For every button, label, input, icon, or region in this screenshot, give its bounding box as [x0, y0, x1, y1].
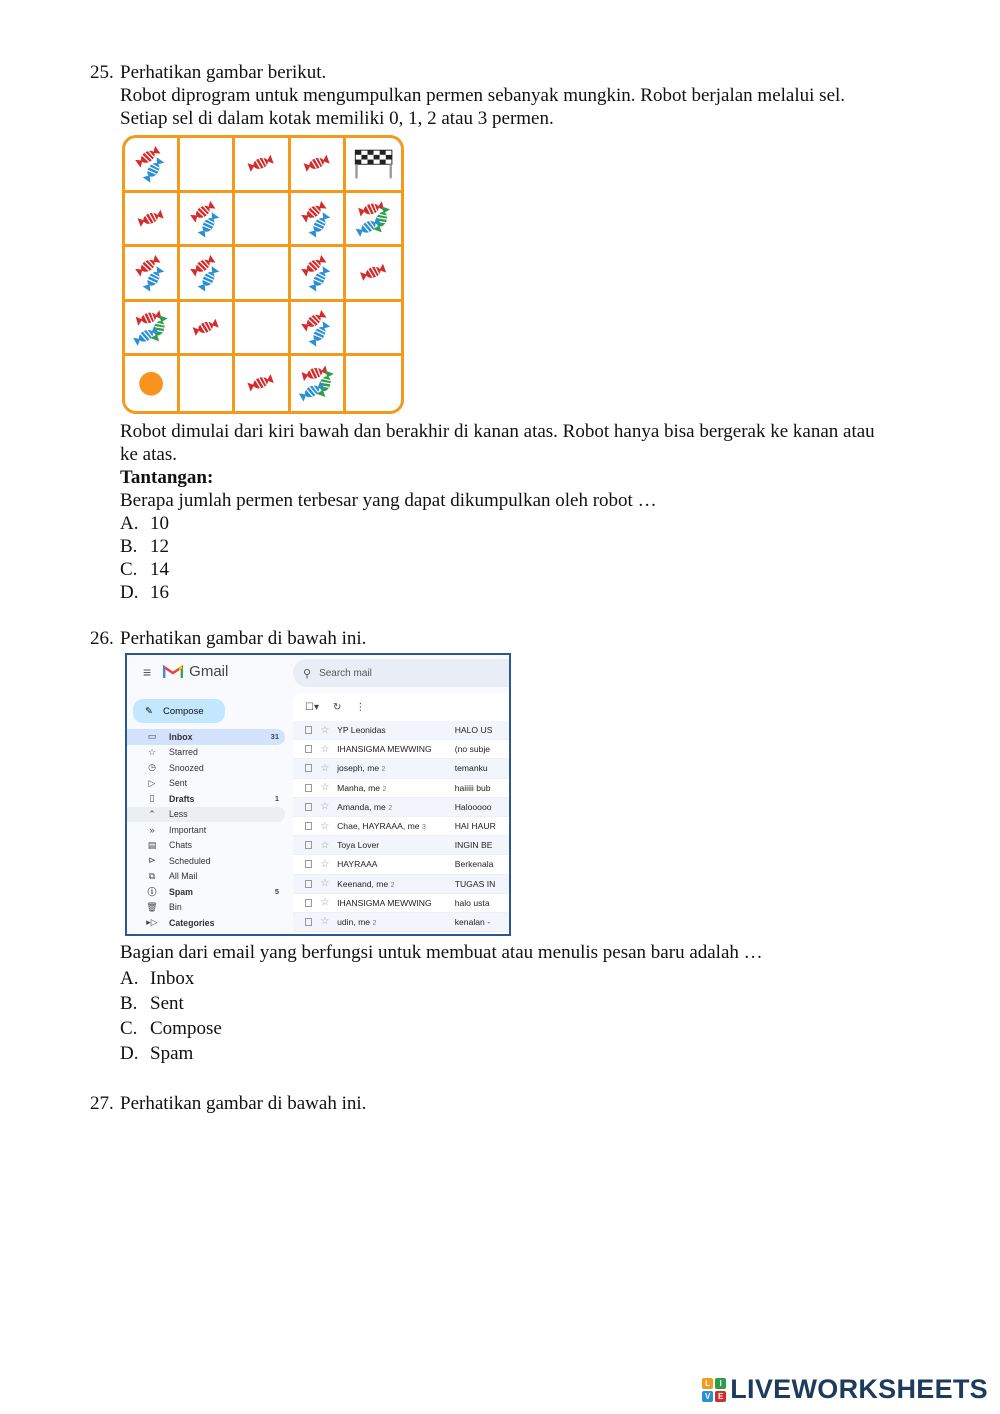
- question-text: Robot diprogram untuk mengumpulkan permen sebanyak mungkin. Robot berjalan melalui sel.: [120, 85, 846, 106]
- option-letter: D.: [120, 582, 139, 603]
- nav-item-less[interactable]: [127, 807, 285, 823]
- email-sender: udin, me 2: [337, 916, 377, 927]
- email-sender: Chae, HAYRAAA, me 3: [337, 821, 426, 832]
- nav-item-spam[interactable]: [127, 884, 285, 900]
- candy-cell: [180, 302, 235, 357]
- candy-cell: [291, 138, 346, 193]
- nav-count: 5: [274, 887, 279, 897]
- email-sender: Keenand, me 2: [337, 878, 395, 889]
- trash-icon: 🗑: [146, 901, 158, 912]
- gmail-screenshot: [125, 653, 511, 936]
- candy-grid: [122, 135, 404, 414]
- answer-options: [120, 966, 950, 1066]
- inbox-icon: ▭: [147, 731, 157, 742]
- row-checkbox[interactable]: [305, 841, 312, 849]
- candy-cell: [346, 247, 401, 302]
- nav-label: Important: [169, 824, 207, 835]
- nav-item-bin[interactable]: [127, 900, 285, 916]
- email-row[interactable]: [293, 759, 509, 778]
- nav-item-all-mail[interactable]: [127, 869, 285, 885]
- email-sender: Amanda, me 2: [337, 801, 393, 812]
- answer-option[interactable]: [120, 581, 950, 604]
- send-icon: ▷: [148, 777, 156, 788]
- star-icon[interactable]: ☆: [320, 743, 330, 755]
- question-25: [90, 61, 950, 130]
- candy-cell: [180, 193, 235, 248]
- menu-icon[interactable]: ≡: [143, 663, 152, 680]
- row-checkbox[interactable]: [305, 784, 312, 792]
- star-icon[interactable]: ☆: [320, 762, 330, 774]
- gmail-m-icon: [163, 664, 183, 679]
- question-text: ke atas.: [120, 444, 177, 465]
- candy-cell: [125, 193, 180, 248]
- option-text: 12: [150, 536, 169, 557]
- question-intro: Perhatikan gambar berikut.: [120, 62, 327, 83]
- email-row[interactable]: [293, 855, 509, 874]
- candy-cell: [235, 356, 290, 411]
- star-icon[interactable]: ☆: [320, 897, 330, 909]
- row-checkbox[interactable]: [305, 726, 312, 734]
- nav-label: Snoozed: [169, 762, 204, 773]
- nav-item-categories[interactable]: [127, 915, 285, 931]
- finish-flag-cell: [346, 138, 401, 193]
- email-subject: Halooooo: [454, 801, 492, 812]
- compose-label: Compose: [162, 705, 204, 717]
- email-sender: HAYRAAA: [337, 859, 378, 870]
- candy-cell: [125, 138, 180, 193]
- email-subject: haiiiii bub: [454, 782, 491, 793]
- brand-text: LIVEWORKSHEETS: [730, 1374, 988, 1404]
- star-icon[interactable]: ☆: [320, 724, 330, 736]
- email-row[interactable]: [293, 836, 509, 855]
- candy-cell: [291, 247, 346, 302]
- nav-label: All Mail: [169, 871, 198, 882]
- candy-cell: [235, 193, 290, 248]
- nav-item-sent[interactable]: [127, 776, 285, 792]
- nav-item-chats[interactable]: [127, 838, 285, 854]
- option-letter: A.: [120, 513, 139, 534]
- important-icon: »: [149, 824, 155, 835]
- email-subject: INGIN BE: [454, 840, 493, 851]
- question-number: 26.: [90, 628, 114, 649]
- email-rows: [293, 721, 509, 932]
- email-row[interactable]: [293, 798, 509, 817]
- clock-icon: ◷: [148, 762, 156, 773]
- email-row[interactable]: [293, 875, 509, 894]
- answer-option[interactable]: [120, 512, 950, 535]
- star-icon[interactable]: ☆: [320, 801, 330, 813]
- question-number: 25.: [90, 62, 114, 83]
- nav-label: Scheduled: [169, 855, 211, 866]
- candy-cell: [180, 247, 235, 302]
- option-text: Compose: [150, 1018, 222, 1039]
- option-letter: C.: [120, 1018, 138, 1039]
- email-sender: Manha, me 2: [337, 782, 387, 793]
- candy-cell: [235, 302, 290, 357]
- option-letter: B.: [120, 536, 138, 557]
- brand-icon-tile: E: [715, 1391, 726, 1402]
- mail-toolbar: [293, 693, 509, 721]
- row-checkbox[interactable]: [305, 745, 312, 753]
- nav-item-snoozed[interactable]: [127, 760, 285, 776]
- nav-item-important[interactable]: [127, 822, 285, 838]
- question-number: 27.: [90, 1093, 114, 1114]
- search-input[interactable]: Search mail: [319, 667, 372, 679]
- option-letter: D.: [120, 1043, 139, 1064]
- question-text: Setiap sel di dalam kotak memiliki 0, 1, 2 atau 3 permen.: [120, 108, 554, 129]
- email-sender: YP Leonidas: [337, 725, 386, 736]
- question-25-challenge: [90, 420, 950, 604]
- star-icon[interactable]: ☆: [320, 916, 330, 928]
- candy-cell: [346, 302, 401, 357]
- email-sender: IHANSIGMA MEWWING: [337, 897, 432, 908]
- question-text: Robot dimulai dari kiri bawah dan berakhir di kanan atas. Robot hanya bisa bergerak ke kanan atau: [120, 421, 875, 442]
- nav-label: Categories: [169, 917, 215, 928]
- compose-button[interactable]: [133, 699, 225, 723]
- question-26: [90, 627, 950, 650]
- option-letter: A.: [120, 968, 139, 989]
- draft-icon: ▯: [149, 793, 155, 804]
- nav-item-drafts[interactable]: [127, 791, 285, 807]
- question-prompt: Berapa jumlah permen terbesar yang dapat dikumpulkan oleh robot …: [120, 490, 657, 511]
- row-checkbox[interactable]: [305, 822, 312, 830]
- gmail-sidebar: [127, 655, 287, 934]
- row-checkbox[interactable]: [305, 803, 312, 811]
- candy-cell: [180, 138, 235, 193]
- candy-cell: [291, 356, 346, 411]
- option-text: 14: [150, 559, 169, 580]
- email-row[interactable]: [293, 779, 509, 798]
- email-sender: Toya Lover: [337, 840, 380, 851]
- chevron-up-icon: ⌃: [148, 808, 156, 819]
- nav-label: Bin: [169, 902, 182, 913]
- brand-icon-tile: I: [715, 1378, 726, 1389]
- email-row[interactable]: [293, 894, 509, 913]
- nav-label: Inbox: [169, 731, 193, 742]
- gmail-app-name: Gmail: [189, 663, 229, 680]
- option-letter: C.: [120, 559, 138, 580]
- gmail-nav: [127, 729, 285, 931]
- email-sender: IHANSIGMA MEWWING: [337, 744, 432, 755]
- spam-icon: ⓘ: [147, 887, 157, 898]
- brand-icon-tile: V: [702, 1391, 713, 1402]
- star-icon[interactable]: ☆: [320, 820, 330, 832]
- email-sender: joseph, me 2: [337, 763, 386, 774]
- answer-option[interactable]: [120, 1016, 950, 1041]
- row-checkbox[interactable]: [305, 899, 312, 907]
- chat-icon: ▤: [147, 839, 157, 850]
- candy-cell: [180, 356, 235, 411]
- challenge-label: Tantangan:: [120, 467, 214, 488]
- answer-option[interactable]: [120, 966, 950, 991]
- label-icon: ▸▷: [146, 917, 158, 928]
- answer-option[interactable]: [120, 535, 950, 558]
- select-all-checkbox[interactable]: ☐▾: [305, 701, 319, 713]
- question-intro: Perhatikan gambar di bawah ini.: [120, 1093, 367, 1114]
- nav-label: Spam: [169, 886, 193, 897]
- option-letter: B.: [120, 993, 138, 1014]
- email-subject: (no subje: [454, 744, 491, 755]
- candy-cell: [235, 138, 290, 193]
- nav-count: 1: [274, 794, 279, 804]
- question-intro: Perhatikan gambar di bawah ini.: [120, 628, 367, 649]
- answer-options: [120, 512, 950, 604]
- email-subject: Berkenala: [454, 859, 494, 870]
- candy-cell: [346, 356, 401, 411]
- option-text: 16: [150, 582, 169, 603]
- nav-label: Drafts: [169, 793, 195, 804]
- star-icon[interactable]: ☆: [320, 782, 330, 794]
- gmail-mail-list: [293, 693, 509, 934]
- star-icon[interactable]: ☆: [320, 878, 330, 890]
- nav-item-inbox[interactable]: [127, 729, 285, 745]
- nav-label: Starred: [169, 747, 198, 758]
- liveworksheets-logo: [702, 1374, 988, 1405]
- email-subject: TUGAS IN: [454, 878, 496, 889]
- option-text: Inbox: [150, 968, 195, 989]
- email-subject: halo usta: [454, 897, 490, 908]
- search-icon: ⚲: [303, 667, 312, 680]
- question-26-prompt: [90, 941, 950, 1066]
- email-subject: HALO US: [454, 725, 493, 736]
- candy-cell: [125, 247, 180, 302]
- row-checkbox[interactable]: [305, 860, 312, 868]
- option-text: 10: [150, 513, 169, 534]
- brand-icon-tile: L: [702, 1378, 713, 1389]
- search-bar[interactable]: [293, 659, 509, 687]
- question-27: [90, 1092, 950, 1115]
- nav-count: 31: [270, 732, 279, 742]
- nav-label: Less: [169, 809, 188, 820]
- nav-item-scheduled[interactable]: [127, 853, 285, 869]
- nav-label: Chats: [169, 840, 192, 851]
- answer-option[interactable]: [120, 991, 950, 1016]
- star-icon[interactable]: ☆: [320, 839, 330, 851]
- email-row[interactable]: [293, 721, 509, 740]
- row-checkbox[interactable]: [305, 918, 312, 926]
- candy-cell: [125, 302, 180, 357]
- star-icon[interactable]: ☆: [320, 858, 330, 870]
- email-row[interactable]: [293, 740, 509, 759]
- pencil-icon: ✎: [145, 705, 153, 717]
- all-mail-icon: ⧉: [148, 870, 156, 881]
- email-row[interactable]: [293, 817, 509, 836]
- candy-cell: [346, 193, 401, 248]
- row-checkbox[interactable]: [305, 764, 312, 772]
- email-subject: HAI HAUR: [454, 821, 496, 832]
- gmail-logo: [143, 663, 228, 680]
- star-icon: ☆: [147, 746, 157, 757]
- robot-start-cell: [125, 356, 180, 411]
- email-subject: temanku: [454, 763, 488, 774]
- question-prompt: Bagian dari email yang berfungsi untuk membuat atau menulis pesan baru adalah …: [120, 942, 763, 963]
- option-text: Sent: [150, 993, 184, 1014]
- row-checkbox[interactable]: [305, 880, 312, 888]
- schedule-icon: ⊳: [148, 855, 156, 866]
- candy-cell: [291, 193, 346, 248]
- refresh-icon[interactable]: ↻: [332, 701, 342, 713]
- answer-option[interactable]: [120, 1041, 950, 1066]
- liveworksheets-icon: [702, 1378, 726, 1402]
- nav-label: Sent: [169, 778, 188, 789]
- option-text: Spam: [150, 1043, 194, 1064]
- candy-cell: [291, 302, 346, 357]
- nav-item-starred[interactable]: [127, 745, 285, 761]
- answer-option[interactable]: [120, 558, 950, 581]
- email-row[interactable]: [293, 913, 509, 932]
- candy-cell: [235, 247, 290, 302]
- more-vertical-icon[interactable]: ⋮: [355, 701, 366, 713]
- email-subject: kenalan -: [454, 916, 491, 927]
